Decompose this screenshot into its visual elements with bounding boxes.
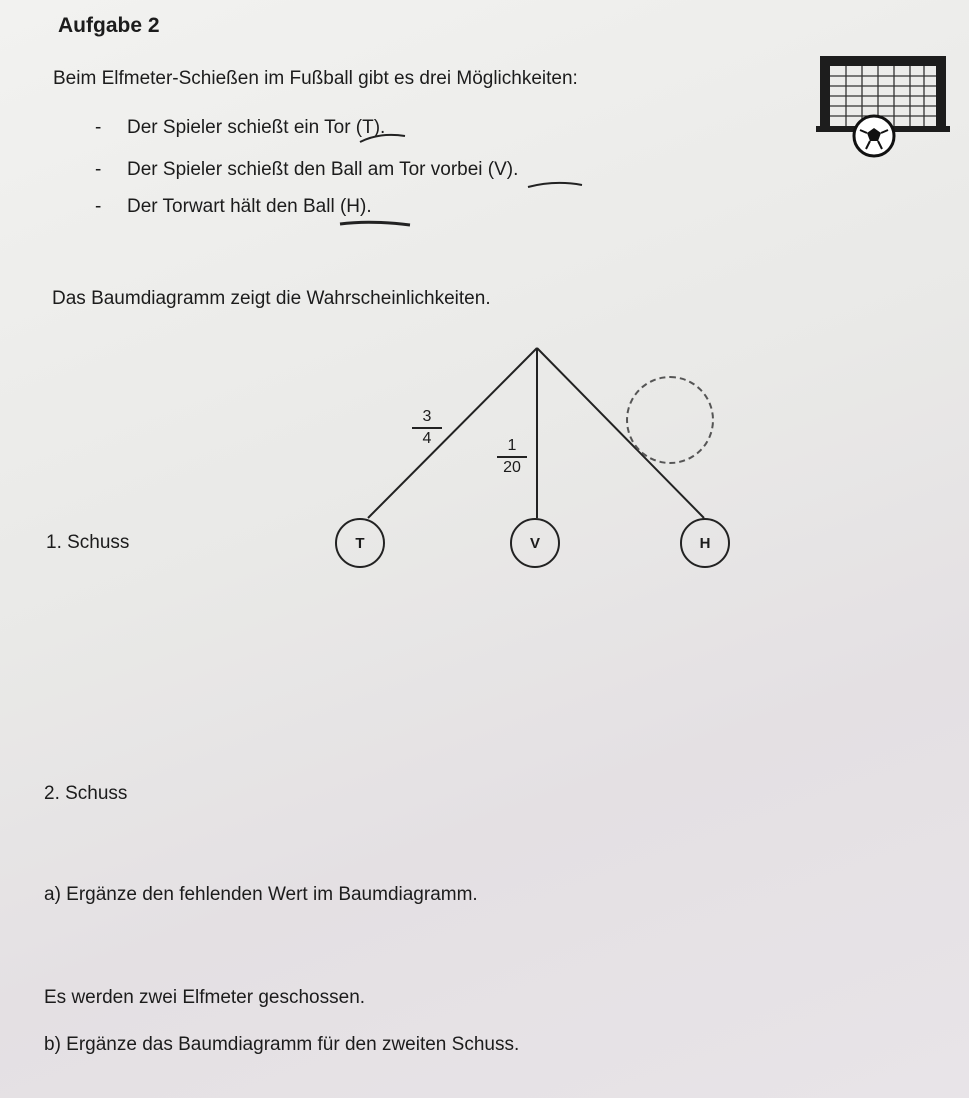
- probability-T-denominator: 4: [422, 430, 432, 447]
- bullet-dash: -: [95, 159, 102, 180]
- probability-V: [497, 437, 527, 477]
- bullet-text: Der Spieler schießt den Ball am Tor vorbei (V).: [127, 159, 519, 180]
- node-T: T: [335, 518, 385, 568]
- node-V: V: [510, 518, 560, 568]
- branch-T: [368, 348, 537, 518]
- bullet-dash: -: [95, 196, 102, 217]
- info-text: Es werden zwei Elfmeter geschossen.: [44, 987, 366, 1008]
- probability-T-numerator: 3: [412, 408, 442, 429]
- task-b: b) Ergänze das Baumdiagramm für den zweiten Schuss.: [44, 1034, 520, 1055]
- bullet-dash: -: [95, 117, 102, 138]
- intro-text: Beim Elfmeter-Schießen im Fußball gibt es drei Möglichkeiten:: [53, 68, 578, 89]
- task-a: a) Ergänze den fehlenden Wert im Baumdiagramm.: [44, 884, 478, 905]
- missing-probability-H[interactable]: [626, 376, 714, 464]
- diagram-intro: Das Baumdiagramm zeigt die Wahrscheinlichkeiten.: [52, 288, 491, 309]
- label-second-shot: 2. Schuss: [44, 783, 128, 804]
- probability-T: [412, 408, 442, 448]
- node-H: H: [680, 518, 730, 568]
- label-first-shot: 1. Schuss: [46, 532, 130, 553]
- probability-V-denominator: 20: [503, 459, 521, 476]
- probability-V-numerator: 1: [497, 437, 527, 458]
- bullet-text: Der Spieler schießt ein Tor (T).: [127, 117, 386, 138]
- bullet-text: Der Torwart hält den Ball (H).: [127, 196, 372, 217]
- task-title: Aufgabe 2: [58, 14, 160, 37]
